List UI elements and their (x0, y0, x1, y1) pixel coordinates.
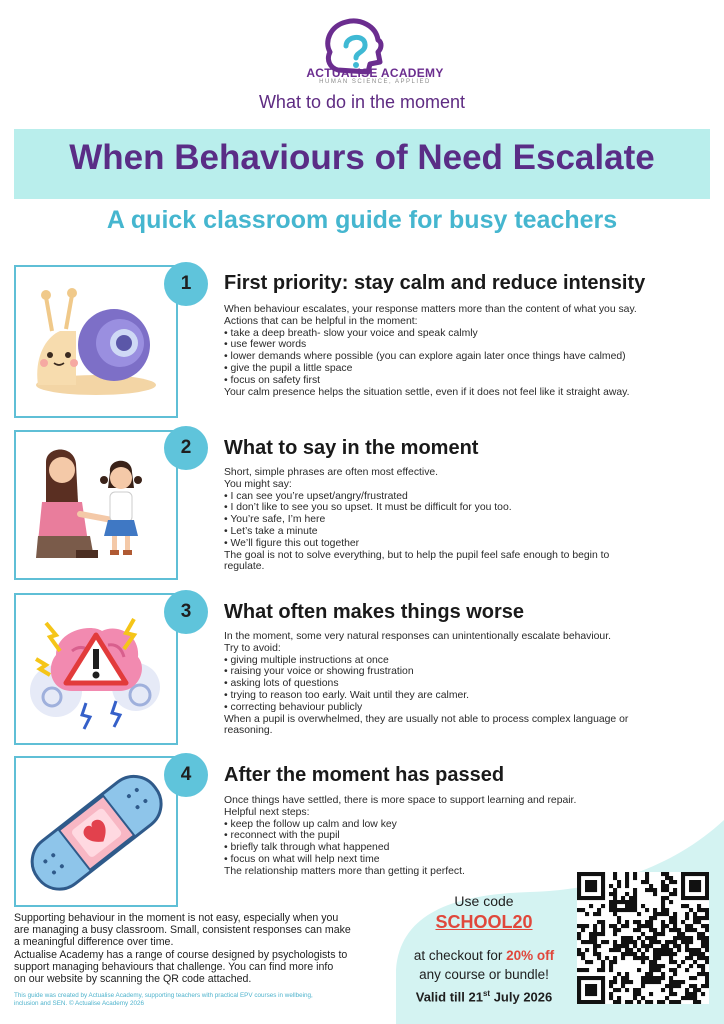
section-2-line: • You’re safe, I’m here (224, 514, 326, 526)
section-3-line: • asking lots of questions (224, 678, 339, 690)
section-4-image-card (14, 756, 178, 907)
section-4-line: The relationship matters more than getting it perfect. (224, 865, 465, 877)
footer-line: on our website by scanning the QR code attached. (14, 973, 252, 986)
section-1-title: First priority: stay calm and reduce intensity (224, 272, 646, 294)
footer-line: support managing behaviours that challenge. You can find more info (14, 960, 334, 973)
section-1-line: • take a deep breath- slow your voice and speak calmly (224, 327, 478, 339)
section-2-image-card (14, 430, 178, 580)
section-1-line: • give the pupil a little space (224, 362, 353, 374)
logo-tagline: HUMAN SCIENCE, APPLIED (319, 79, 431, 85)
section-1-line: • lower demands where possible (you can explore again later once things have calmed) (224, 351, 626, 363)
footer-line: are managing a busy classroom. Small, consistent responses can make (14, 924, 351, 937)
section-2-line: The goal is not to solve everything, but to help the pupil feel safe enough to begin to (224, 549, 610, 561)
section-1-line: • use fewer words (224, 339, 307, 351)
section-4-title: After the moment has passed (224, 764, 505, 786)
section-2-body (224, 467, 694, 573)
section-1-number-badge: 1 (164, 262, 208, 306)
page-title: When Behaviours of Need Escalate (69, 138, 655, 177)
section-3-line: • giving multiple instructions at once (224, 654, 389, 666)
section-2-number-badge: 2 (164, 426, 208, 470)
section-3-line: • correcting behaviour publicly (224, 701, 363, 713)
teacher-comforting-child-illustration (16, 432, 176, 578)
promo-discount-prefix: at checkout for (413, 948, 507, 963)
section-2-line: • I don’t like to see you so upset. It must be difficult for you too. (224, 502, 512, 514)
heart-plaster-illustration (16, 758, 176, 905)
section-3-line: • trying to reason too early. Wait until they are calmer. (224, 689, 470, 701)
section-4-line: • focus on what will help next time (224, 853, 380, 865)
promo-discount-line (396, 948, 572, 963)
section-2-line: • Let’s take a minute (224, 525, 318, 537)
footer-line: Actualise Academy has a range of course designed by psychologists to (14, 948, 348, 961)
section-2-line: regulate. (224, 561, 265, 573)
section-2-line: • I can see you’re upset/angry/frustrated (224, 490, 408, 502)
section-2-title: What to say in the moment (224, 437, 479, 459)
section-2-line: Short, simple phrases are often most effective. (224, 467, 439, 478)
section-2-line: You might say: (224, 478, 292, 490)
section-4-line: • briefly talk through what happened (224, 842, 390, 854)
section-4-number-badge: 4 (164, 753, 208, 797)
section-1-line: When behaviour escalates, your response matters more than the content of what you say. (224, 304, 637, 315)
section-4-line: Helpful next steps: (224, 806, 310, 818)
footer-credit-line: This guide was created by Actualise Academy, supporting teachers with practical EPV courses in wellbeing, (14, 992, 313, 999)
section-3-title: What often makes things worse (224, 601, 525, 623)
section-3-line: Try to avoid: (224, 642, 281, 654)
section-1-image-card (14, 265, 178, 418)
section-1-line: Actions that can be helpful in the moment: (224, 315, 418, 327)
snail-illustration (16, 267, 176, 416)
promo-valid-line (396, 989, 572, 1004)
section-4-line: Once things have settled, there is more space to support learning and repair. (224, 795, 577, 806)
promo-code: SCHOOL20 (435, 912, 533, 932)
footer-text (14, 912, 374, 985)
section-3-line: • raising your voice or showing frustration (224, 666, 414, 678)
promo-offer-line: any course or bundle! (419, 967, 549, 982)
footer-credit-line: inclusion and SEN. © Actualise Academy 2026 (14, 1000, 144, 1007)
section-1-line: • focus on safety first (224, 374, 321, 386)
section-4-line: • reconnect with the pupil (224, 830, 340, 842)
actualise-academy-logo (278, 12, 448, 102)
section-3-number-badge: 3 (164, 590, 208, 634)
promo-use-code: Use code (454, 893, 514, 909)
footer-line: Supporting behaviour in the moment is not easy, especially when you (14, 912, 339, 924)
promo-valid-sup: st (482, 989, 491, 998)
section-1-line: Your calm presence helps the situation settle, even if it does not feel like it straight away. (224, 386, 630, 398)
promo-valid-prefix: Valid till 21 (415, 989, 483, 1005)
section-3-line: In the moment, some very natural responses can unintentionally escalate behaviour. (224, 631, 611, 642)
section-3-line: reasoning. (224, 725, 273, 737)
promo-valid-suffix: July 2026 (490, 989, 553, 1005)
overwhelmed-brain-warning-illustration (16, 595, 176, 743)
promo-discount: 20% off (506, 948, 555, 963)
footer-credit (14, 992, 354, 1008)
section-4-line: • keep the follow up calm and low key (224, 818, 397, 830)
page-kicker: What to do in the moment (258, 92, 466, 112)
section-3-image-card (14, 593, 178, 745)
section-1-body (224, 304, 694, 398)
logo-name: ACTUALISE ACADEMY (306, 66, 444, 80)
section-3-body (224, 631, 694, 737)
section-4-body (224, 795, 694, 878)
footer-line: a meaningful difference over time. (14, 936, 174, 949)
section-3-line: When a pupil is overwhelmed, they are usually not able to process complex language or (224, 713, 629, 725)
section-2-line: • We’ll figure this out together (224, 537, 360, 549)
page-subtitle: A quick classroom guide for busy teachers (106, 206, 618, 234)
qr-code[interactable] (577, 872, 709, 1004)
